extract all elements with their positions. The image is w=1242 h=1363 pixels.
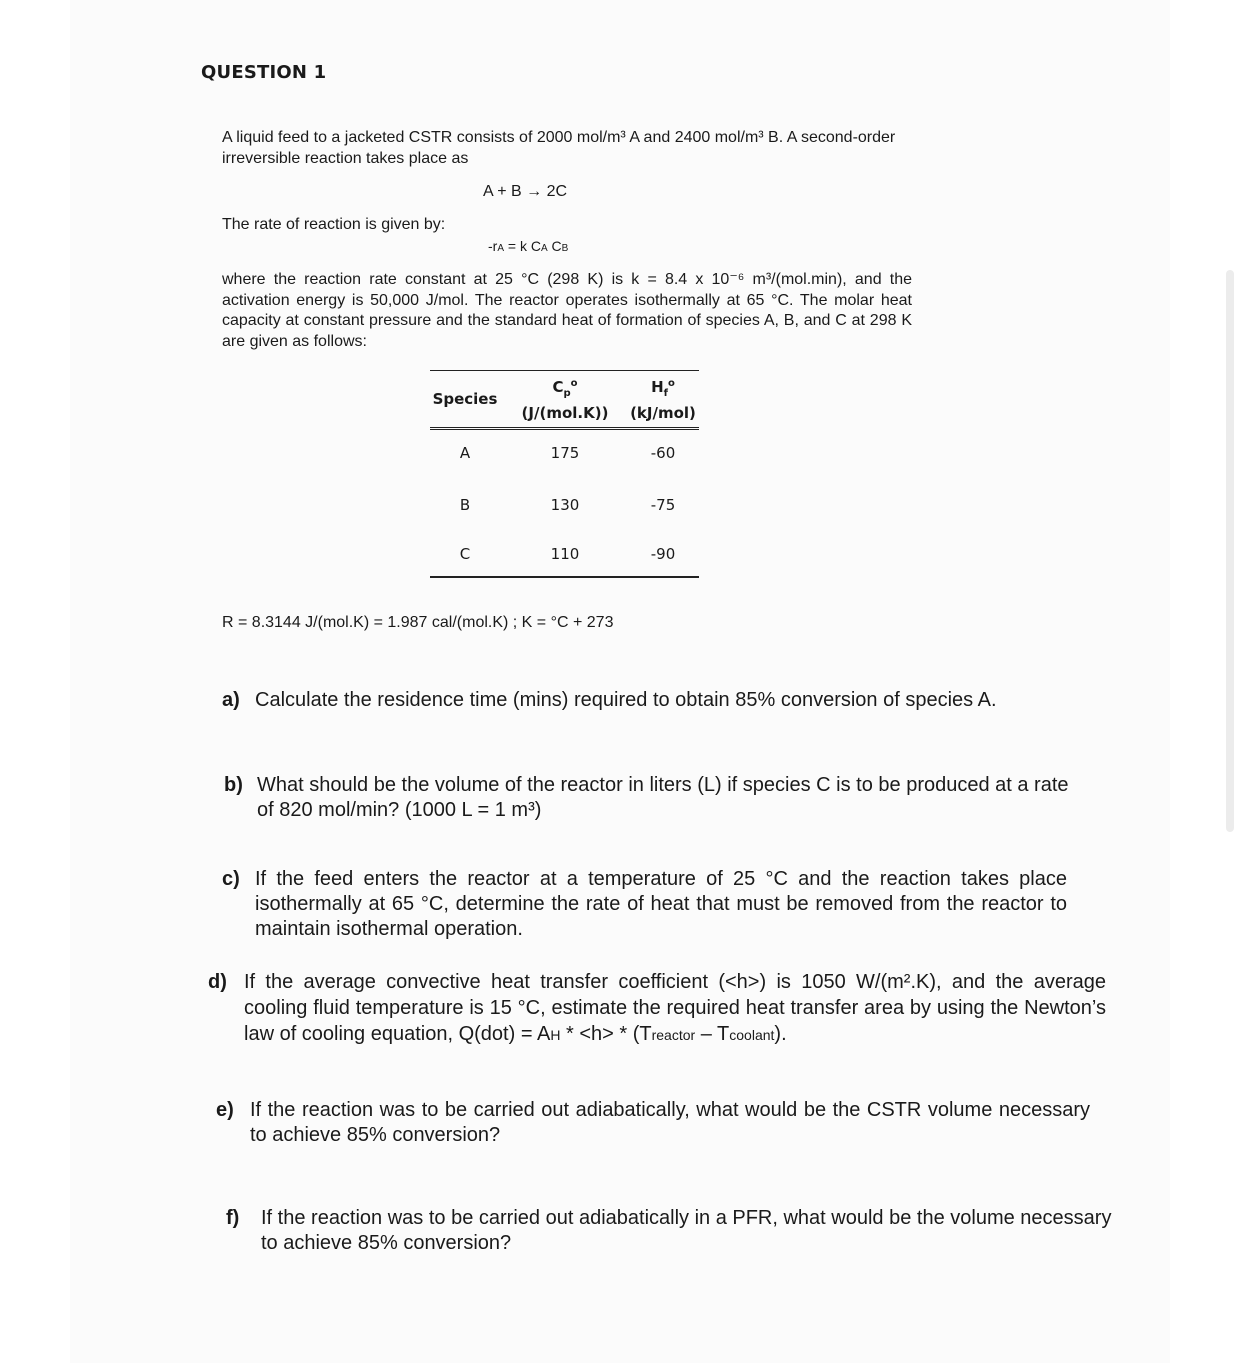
question-f-text: If the reaction was to be carried out adiabatically in a PFR, what would be the volume necessary to achieve 85% conversion? <box>261 1207 1112 1254</box>
question-f-label: f) <box>226 1207 240 1229</box>
cell-hf-a: -60 <box>650 444 676 462</box>
header-hf-unit: (kJ/mol) <box>630 404 696 422</box>
cell-species-c: C <box>459 545 471 563</box>
constants-line: R = 8.3144 J/(mol.K) = 1.987 cal/(mol.K) ; K = °C + 273 <box>222 614 614 631</box>
cell-species-a: A <box>459 444 471 462</box>
cell-hf-c: -90 <box>650 545 676 563</box>
question-a-label: a) <box>222 689 240 711</box>
question-e-text: If the reaction was to be carried out adiabatically, what would be the CSTR volume necessary to achieve 85% conversion? <box>250 1099 1090 1146</box>
question-e-label: e) <box>216 1099 234 1121</box>
table-top-rule <box>430 370 699 371</box>
document-page <box>70 0 1170 1363</box>
cell-cp-c: 110 <box>550 545 580 563</box>
question-b-label: b) <box>224 774 243 796</box>
question-heading: QUESTION 1 <box>201 62 327 83</box>
cell-cp-a: 175 <box>550 444 580 462</box>
table-header-rule-2 <box>430 429 699 430</box>
header-cp-unit: (J/(mol.K)) <box>521 404 609 422</box>
rate-equation: -rA = k CA CB <box>488 238 569 254</box>
cell-cp-b: 130 <box>550 496 580 514</box>
header-hf-symbol: $H_f^o$ <box>651 378 675 399</box>
description-paragraph: where the reaction rate constant at 25 °C (298 K) is k = 8.4 x 10⁻⁶ m³/(mol.min), and the activation energy is 50,000 J/mol. The reactor operates isothermally at 65 °C. The molar heat capacity at constant pressure and the standard heat of formation of species A, B, and C at 298 K are given as follows: <box>222 271 912 350</box>
cell-species-b: B <box>459 496 471 514</box>
scrollbar[interactable] <box>1226 270 1234 832</box>
header-species: Species <box>432 390 498 408</box>
question-a-text: Calculate the residence time (mins) required to obtain 85% conversion of species A. <box>255 689 997 711</box>
table-header-rule <box>430 427 699 428</box>
rate-label: The rate of reaction is given by: <box>222 216 446 233</box>
question-d-text: If the average convective heat transfer coefficient (<h>) is 1050 W/(m².K), and the average cooling fluid temperature is 15 °C, estimate the required heat transfer area by using the Newton’s law of cooling equation, Q(dot) = AH * <h> * (Treactor – Tcoolant). <box>244 971 1106 1045</box>
table-bottom-rule <box>430 576 699 578</box>
reaction-equation: A + B → 2C <box>483 183 568 200</box>
question-c-text: If the feed enters the reactor at a temperature of 25 °C and the reaction takes place isothermally at 65 °C, determine the rate of heat that must be removed from the reactor to maintain isothermal operation. <box>255 868 1067 940</box>
question-b-text: What should be the volume of the reactor in liters (L) if species C is to be produced at a rate of 820 mol/min? (1000 L = 1 m³) <box>257 774 1069 821</box>
header-cp-symbol: $C_p^o$ <box>552 378 578 399</box>
cell-hf-b: -75 <box>650 496 676 514</box>
question-c-label: c) <box>222 868 240 890</box>
intro-paragraph: A liquid feed to a jacketed CSTR consists of 2000 mol/m³ A and 2400 mol/m³ B. A second-order irreversible reaction takes place as <box>222 129 896 167</box>
question-d-label: d) <box>208 971 227 993</box>
